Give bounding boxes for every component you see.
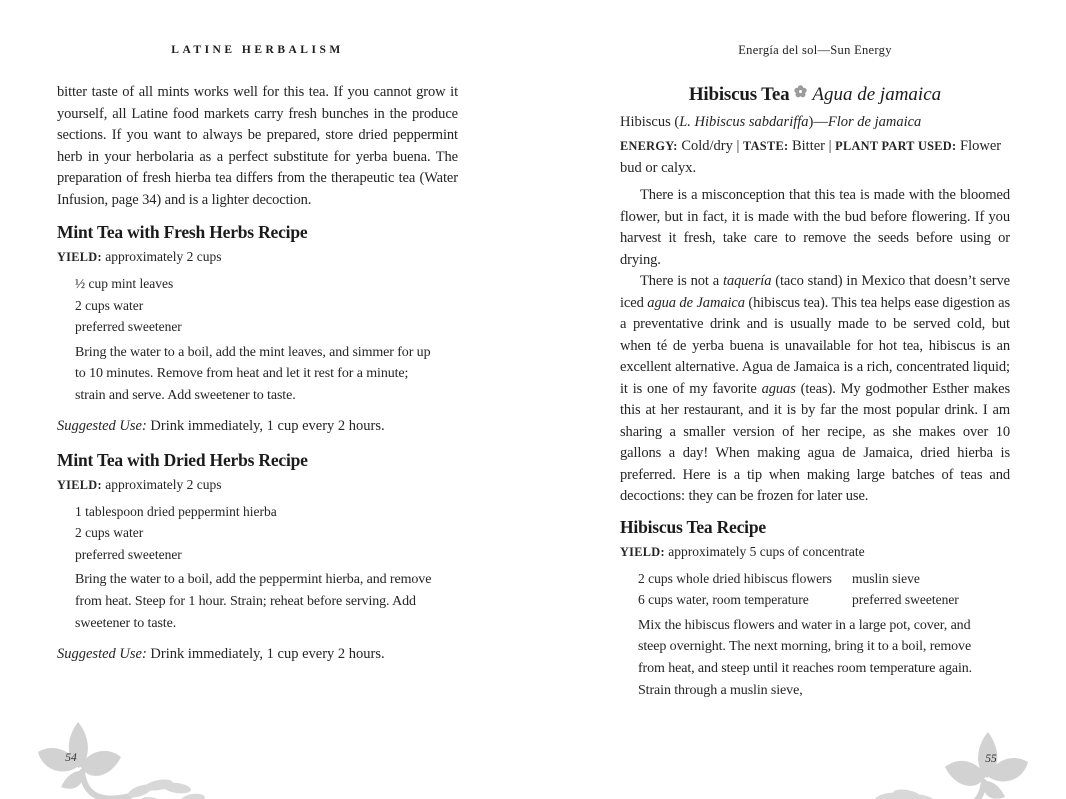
yield-line	[57, 247, 458, 267]
right-page	[620, 43, 1010, 702]
recipe-title-hibiscus: Hibiscus Tea Recipe	[620, 516, 766, 537]
instructions-paragraph: Mix the hibiscus flowers and water in a large pot, cover, and steep overnight. The next morning, bring it to a boil, remove from heat, and steep until it reaches room temperature again. Strain through a muslin sieve,	[638, 617, 973, 698]
chapter-title	[620, 79, 1010, 108]
left-page	[57, 43, 458, 665]
ingredient-list-column-2	[852, 568, 959, 611]
ingredient-item: preferred sweetener	[75, 319, 182, 334]
botanical-name-line: Hibiscus (L. Hibiscus sabdariffa)—Flor de jamaica	[620, 114, 922, 130]
ingredient-item: ½ cup mint leaves	[75, 276, 174, 291]
ingredient-item: 2 cups whole dried hibiscus flowers	[638, 570, 832, 586]
ingredient-list	[75, 273, 458, 338]
page-number-right: 55	[985, 753, 997, 765]
chapter-title-spanish: Agua de jamaica	[812, 84, 942, 105]
suggested-use-line: Suggested Use: Drink immediately, 1 cup every 2 hours.	[57, 645, 385, 662]
yield-label: YIELD:	[620, 544, 665, 559]
instructions-paragraph: Bring the water to a boil, add the mint leaves, and simmer for up to 10 minutes. Remove from heat and let it rest for a minute; strain and serve. Add sweetener to taste.	[75, 344, 431, 404]
yield-value: approximately 2 cups	[105, 249, 222, 264]
chapter-title-english: Hibiscus Tea	[688, 84, 790, 105]
flower-icon	[794, 79, 807, 106]
recipe-title-dried-herbs: Mint Tea with Dried Herbs Recipe	[57, 449, 308, 470]
yield-line	[57, 475, 458, 495]
corner-flower-decoration-right	[838, 710, 1058, 799]
yield-label: YIELD:	[57, 477, 102, 492]
yield-line	[620, 542, 1010, 562]
yield-value: approximately 5 cups of concentrate	[668, 543, 865, 559]
ingredient-item: preferred sweetener	[852, 592, 959, 607]
body-paragraph: There is not a taquería (taco stand) in Mexico that doesn’t serve iced agua de Jamaica (hibiscus tea). This tea helps ease digestion as a preventative drink and is usually made to be served cold, but when té de yerba buena is unavailable for hot tea, hibiscus is an excellent alternative. Agua de Jamaica is a rich, concentrated liquid; it is one of my favorite aguas (teas). My godmother Esther makes this at her restaurant, and it is by far the most popular drink. I am sharing a smaller version of her recipe, as she makes over 10 gallons a day! When making agua de Jamaica, dried hierba is preferred. Here is a tip when making large batches of teas and decoctions: they can be frozen for later use.	[620, 273, 1011, 504]
running-head-right: Energía del sol—Sun Energy	[738, 43, 892, 57]
recipe-title-fresh-herbs: Mint Tea with Fresh Herbs Recipe	[57, 222, 308, 242]
body-paragraph: There is a misconception that this tea is made with the bloomed flower, but in fact, it is made with the bud before flowering. If you harvest it fresh, take care to remove the seeds before using or drying.	[620, 187, 1010, 268]
page-number-left: 54	[65, 752, 77, 764]
ingredient-item: 6 cups water, room temperature	[638, 592, 809, 607]
ingredient-item: 1 tablespoon dried peppermint hierba	[75, 503, 277, 519]
yield-label: YIELD:	[57, 250, 102, 264]
intro-paragraph: bitter taste of all mints works well for this tea. If you cannot grow it yourself, all Latine food markets carry fresh bunches in the produce sections. If you want to always be prepared, store dried peppermint herb in your herbolaria as a perfect substitute for yerba buena. The preparation of fresh hierba tea differs from the therapeutic tea (Water Infusion, page 34) and is a lighter decoction.	[57, 84, 458, 208]
ingredient-list-column-1	[638, 568, 834, 611]
ingredient-list	[75, 501, 458, 566]
yield-value: approximately 2 cups	[105, 476, 222, 492]
ingredient-item: muslin sieve	[852, 570, 920, 586]
corner-flower-decoration-left	[8, 700, 228, 799]
ingredient-item: preferred sweetener	[75, 546, 182, 562]
ingredient-item: 2 cups water	[75, 525, 144, 541]
instructions-paragraph: Bring the water to a boil, add the peppermint hierba, and remove from heat. Steep for 1 hour. Strain; reheat before serving. Add sweetener to taste.	[75, 572, 432, 631]
recipe-ingredients-columns	[620, 568, 1010, 611]
plant-properties-line: ENERGY: Cold/dry | TASTE: Bitter | PLANT PART USED: Flower bud or calyx.	[620, 138, 1002, 176]
ingredient-item: 2 cups water	[75, 297, 144, 313]
running-head-left: LATINE HERBALISM	[171, 44, 344, 56]
suggested-use-line: Suggested Use: Drink immediately, 1 cup every 2 hours.	[57, 417, 385, 434]
